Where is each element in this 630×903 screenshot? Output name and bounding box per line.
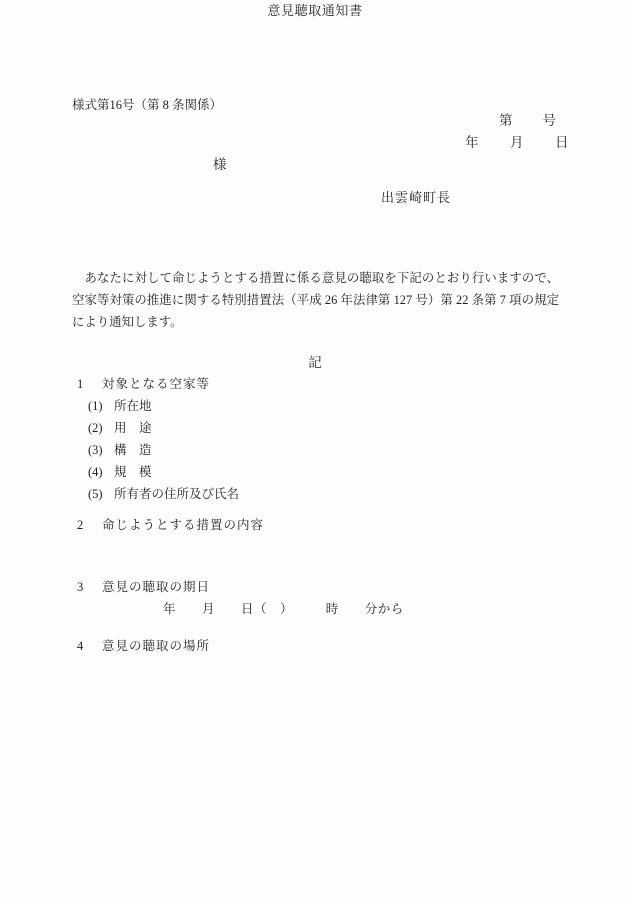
section-3-heading [77,580,210,594]
section-1-item-2 [88,421,152,435]
section-4-heading [77,639,210,653]
section-3-number: 3 [77,580,84,594]
section-1-item-4-label: 規 模 [114,465,152,479]
section-2-heading [77,518,264,532]
note-marker: 記 [308,355,322,370]
body-paragraph-line-2: 空家等対策の推進に関する特別措置法（平成 26 年法律第 127 号）第 22 条第 7 項の規定 [72,293,559,307]
section-1-item-1-label: 所在地 [114,399,152,413]
section-1-item-4-number: (4) [88,465,103,479]
section-1-item-1-number: (1) [88,399,103,413]
sender-title: 出雲崎町長 [381,190,452,205]
addressee-suffix: 様 [213,157,227,172]
section-1-number: 1 [77,377,84,391]
document-title: 意見聴取通知書 [267,3,363,18]
issue-date-blank: 年 月 日 [465,135,570,150]
section-1-item-5-number: (5) [88,487,103,501]
section-1-heading [77,377,210,391]
section-1-item-3-number: (3) [88,443,103,457]
section-1-item-2-number: (2) [88,421,103,435]
form-number: 様式第16号（第 8 条関係） [72,98,223,112]
section-4-label: 意見の聴取の場所 [102,639,211,653]
body-paragraph-line-1: あなたに対して命じようとする措置に係る意見の聴取を下記のとおり行いますので、 [72,271,559,285]
section-1-item-4 [88,465,152,479]
section-3-label: 意見の聴取の期日 [102,580,211,594]
section-2-number: 2 [77,518,84,532]
section-2-label: 命じようとする措置の内容 [102,518,265,532]
body-paragraph-line-3: により通知します。 [72,315,183,329]
section-4-number: 4 [77,639,84,653]
section-1-item-1 [88,399,152,413]
section-1-item-3-label: 構 造 [114,443,152,457]
section-1-label: 対象となる空家等 [102,377,211,391]
hearing-datetime-blank: 年 月 日（ ） 時 分から [163,602,404,616]
section-1-item-2-label: 用 途 [114,421,152,435]
section-1-item-5-label: 所有者の住所及び氏名 [114,487,240,501]
section-1-item-3 [88,443,152,457]
section-1-item-5 [88,487,239,501]
document-number-blank: 第 号 [499,113,557,128]
